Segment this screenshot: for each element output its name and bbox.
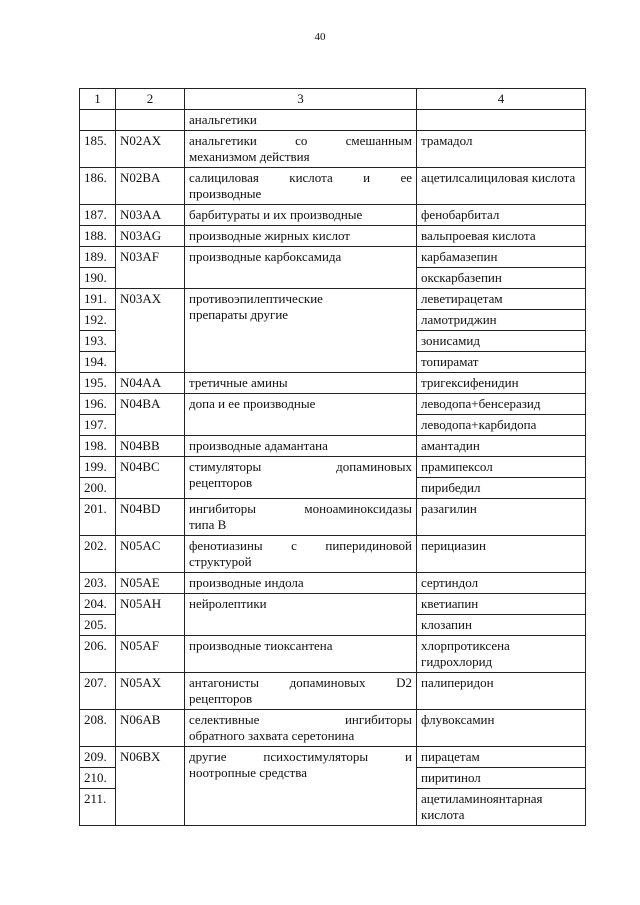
group-description-cell — [185, 226, 417, 247]
description-line: анальгетики со смешанным — [189, 133, 412, 148]
drug-name-cell: пирацетам — [417, 747, 586, 768]
drug-name-cell: прамипексол — [417, 457, 586, 478]
row-number-cell: 202. — [80, 536, 116, 573]
group-description-cell — [185, 247, 417, 289]
row-number-cell: 207. — [80, 673, 116, 710]
group-description-cell — [185, 394, 417, 436]
drug-name-cell: флувоксамин — [417, 710, 586, 747]
table-row — [80, 594, 586, 615]
atc-code-cell: N04BA — [116, 394, 185, 436]
atc-code-cell: N05AH — [116, 594, 185, 636]
drug-classification-table — [79, 88, 586, 826]
group-description-cell — [185, 168, 417, 205]
table-row — [80, 394, 586, 415]
row-number-cell: 205. — [80, 615, 116, 636]
description-line: рецепторов — [189, 475, 253, 490]
description-line: рецепторов — [189, 691, 253, 706]
atc-code-cell: N03AG — [116, 226, 185, 247]
table-row — [80, 747, 586, 768]
description-line: производные карбоксамида — [189, 249, 342, 264]
atc-code-cell: N02AX — [116, 131, 185, 168]
drug-name-cell: перициазин — [417, 536, 586, 573]
drug-name-cell: палиперидон — [417, 673, 586, 710]
row-number-cell: 189. — [80, 247, 116, 268]
column-header-1: 1 — [80, 89, 116, 110]
row-number-cell: 203. — [80, 573, 116, 594]
row-number-cell: 191. — [80, 289, 116, 310]
row-number-cell: 199. — [80, 457, 116, 478]
description-line: фенотиазины с пиперидиновой — [189, 538, 412, 553]
atc-code-cell: N05AC — [116, 536, 185, 573]
table-row — [80, 131, 586, 168]
row-number-cell: 198. — [80, 436, 116, 457]
group-description-cell — [185, 457, 417, 499]
description-line: антагонисты допаминовых D2 — [189, 675, 412, 690]
drug-name-cell: хлорпротиксена гидрохлорид — [417, 636, 586, 673]
description-line: структурой — [189, 554, 252, 569]
group-description-cell — [185, 710, 417, 747]
column-header-3: 3 — [185, 89, 417, 110]
group-description-cell — [185, 747, 417, 826]
description-line: производные жирных кислот — [189, 228, 350, 243]
drug-name-cell: пиритинол — [417, 768, 586, 789]
description-line: допа и ее производные — [189, 396, 316, 411]
page-number: 40 — [314, 31, 326, 43]
group-description-cell — [185, 499, 417, 536]
row-number-cell: 211. — [80, 789, 116, 826]
atc-code-cell: N02BA — [116, 168, 185, 205]
atc-code-cell: N03AX — [116, 289, 185, 373]
group-description-cell — [185, 436, 417, 457]
table-row — [80, 247, 586, 268]
group-description-cell — [185, 289, 417, 373]
drug-name-cell: фенобарбитал — [417, 205, 586, 226]
atc-code-cell: N06AB — [116, 710, 185, 747]
table-row — [80, 373, 586, 394]
description-line: третичные амины — [189, 375, 288, 390]
group-description-cell — [185, 131, 417, 168]
table-body — [80, 110, 586, 826]
description-line: производные индола — [189, 575, 304, 590]
row-number-cell: 195. — [80, 373, 116, 394]
row-number-cell: 187. — [80, 205, 116, 226]
drug-name-cell: ламотриджин — [417, 310, 586, 331]
table-row — [80, 499, 586, 536]
column-header-2: 2 — [116, 89, 185, 110]
table-row — [80, 168, 586, 205]
row-number-cell: 210. — [80, 768, 116, 789]
atc-code-cell: N04BD — [116, 499, 185, 536]
group-description-cell — [185, 536, 417, 573]
table-row — [80, 436, 586, 457]
row-number-cell: 192. — [80, 310, 116, 331]
drug-name-cell: вальпроевая кислота — [417, 226, 586, 247]
table-row — [80, 205, 586, 226]
atc-code-cell — [116, 110, 185, 131]
row-number-cell: 196. — [80, 394, 116, 415]
description-line: обратного захвата серетонина — [189, 728, 355, 743]
drug-name-cell: кветиапин — [417, 594, 586, 615]
drug-name-cell: топирамат — [417, 352, 586, 373]
drug-name-cell: ацетилсалициловая кислота — [417, 168, 586, 205]
drug-name-cell: ацетиламиноянтарная кислота — [417, 789, 586, 826]
continuation-row — [80, 110, 586, 131]
group-description-cell — [185, 573, 417, 594]
group-description-cell: анальгетики — [185, 110, 417, 131]
atc-code-cell: N03AA — [116, 205, 185, 226]
table-header-row — [80, 89, 586, 110]
description-line: типа B — [189, 517, 227, 532]
drug-name-cell: леветирацетам — [417, 289, 586, 310]
row-number-cell: 186. — [80, 168, 116, 205]
row-number-cell: 193. — [80, 331, 116, 352]
drug-name-cell: леводопа+карбидопа — [417, 415, 586, 436]
atc-code-cell: N05AE — [116, 573, 185, 594]
description-line: ноотропные средства — [189, 765, 307, 780]
table-row — [80, 536, 586, 573]
drug-name-cell: зонисамид — [417, 331, 586, 352]
table-row — [80, 573, 586, 594]
drug-name-cell: трамадол — [417, 131, 586, 168]
row-number-cell: 197. — [80, 415, 116, 436]
column-header-4: 4 — [417, 89, 586, 110]
drug-name-cell: леводопа+бенсеразид — [417, 394, 586, 415]
atc-code-cell: N04AA — [116, 373, 185, 394]
row-number-cell: 194. — [80, 352, 116, 373]
atc-code-cell: N06BX — [116, 747, 185, 826]
table-row — [80, 289, 586, 310]
description-line: механизмом действия — [189, 149, 310, 164]
description-line: другие психостимуляторы и — [189, 749, 412, 764]
row-number-cell: 190. — [80, 268, 116, 289]
drug-name-cell: клозапин — [417, 615, 586, 636]
row-number-cell: 201. — [80, 499, 116, 536]
description-line: салициловая кислота и ее — [189, 170, 412, 185]
atc-code-cell: N05AF — [116, 636, 185, 673]
group-description-cell — [185, 205, 417, 226]
group-description-cell — [185, 673, 417, 710]
atc-code-cell: N04BB — [116, 436, 185, 457]
description-line: производные — [189, 186, 262, 201]
drug-name-cell: карбамазепин — [417, 247, 586, 268]
table-row — [80, 673, 586, 710]
description-line: ингибиторы моноаминоксидазы — [189, 501, 412, 516]
description-line: селективные ингибиторы — [189, 712, 412, 727]
row-number-cell — [80, 110, 116, 131]
description-line: барбитураты и их производные — [189, 207, 363, 222]
row-number-cell: 208. — [80, 710, 116, 747]
table-row — [80, 457, 586, 478]
description-line: стимуляторы допаминовых — [189, 459, 412, 474]
description-line: препараты другие — [189, 307, 289, 322]
atc-code-cell: N04BC — [116, 457, 185, 499]
row-number-cell: 209. — [80, 747, 116, 768]
row-number-cell: 185. — [80, 131, 116, 168]
row-number-cell: 204. — [80, 594, 116, 615]
description-line: производные тиоксантена — [189, 638, 333, 653]
drug-name-cell: пирибедил — [417, 478, 586, 499]
row-number-cell: 200. — [80, 478, 116, 499]
description-line: нейролептики — [189, 596, 267, 611]
description-line: противоэпилептические — [189, 291, 323, 306]
drug-name-cell: разагилин — [417, 499, 586, 536]
description-line: производные адамантана — [189, 438, 328, 453]
group-description-cell — [185, 594, 417, 636]
drug-name-cell: амантадин — [417, 436, 586, 457]
drug-name-cell: тригексифенидин — [417, 373, 586, 394]
drug-name-cell: сертиндол — [417, 573, 586, 594]
row-number-cell: 206. — [80, 636, 116, 673]
table-row — [80, 636, 586, 673]
atc-code-cell: N03AF — [116, 247, 185, 289]
drug-name-cell — [417, 110, 586, 131]
row-number-cell: 188. — [80, 226, 116, 247]
atc-code-cell: N05AX — [116, 673, 185, 710]
group-description-cell — [185, 373, 417, 394]
table-row — [80, 226, 586, 247]
drug-name-cell: окскарбазепин — [417, 268, 586, 289]
table-row — [80, 710, 586, 747]
group-description-cell — [185, 636, 417, 673]
